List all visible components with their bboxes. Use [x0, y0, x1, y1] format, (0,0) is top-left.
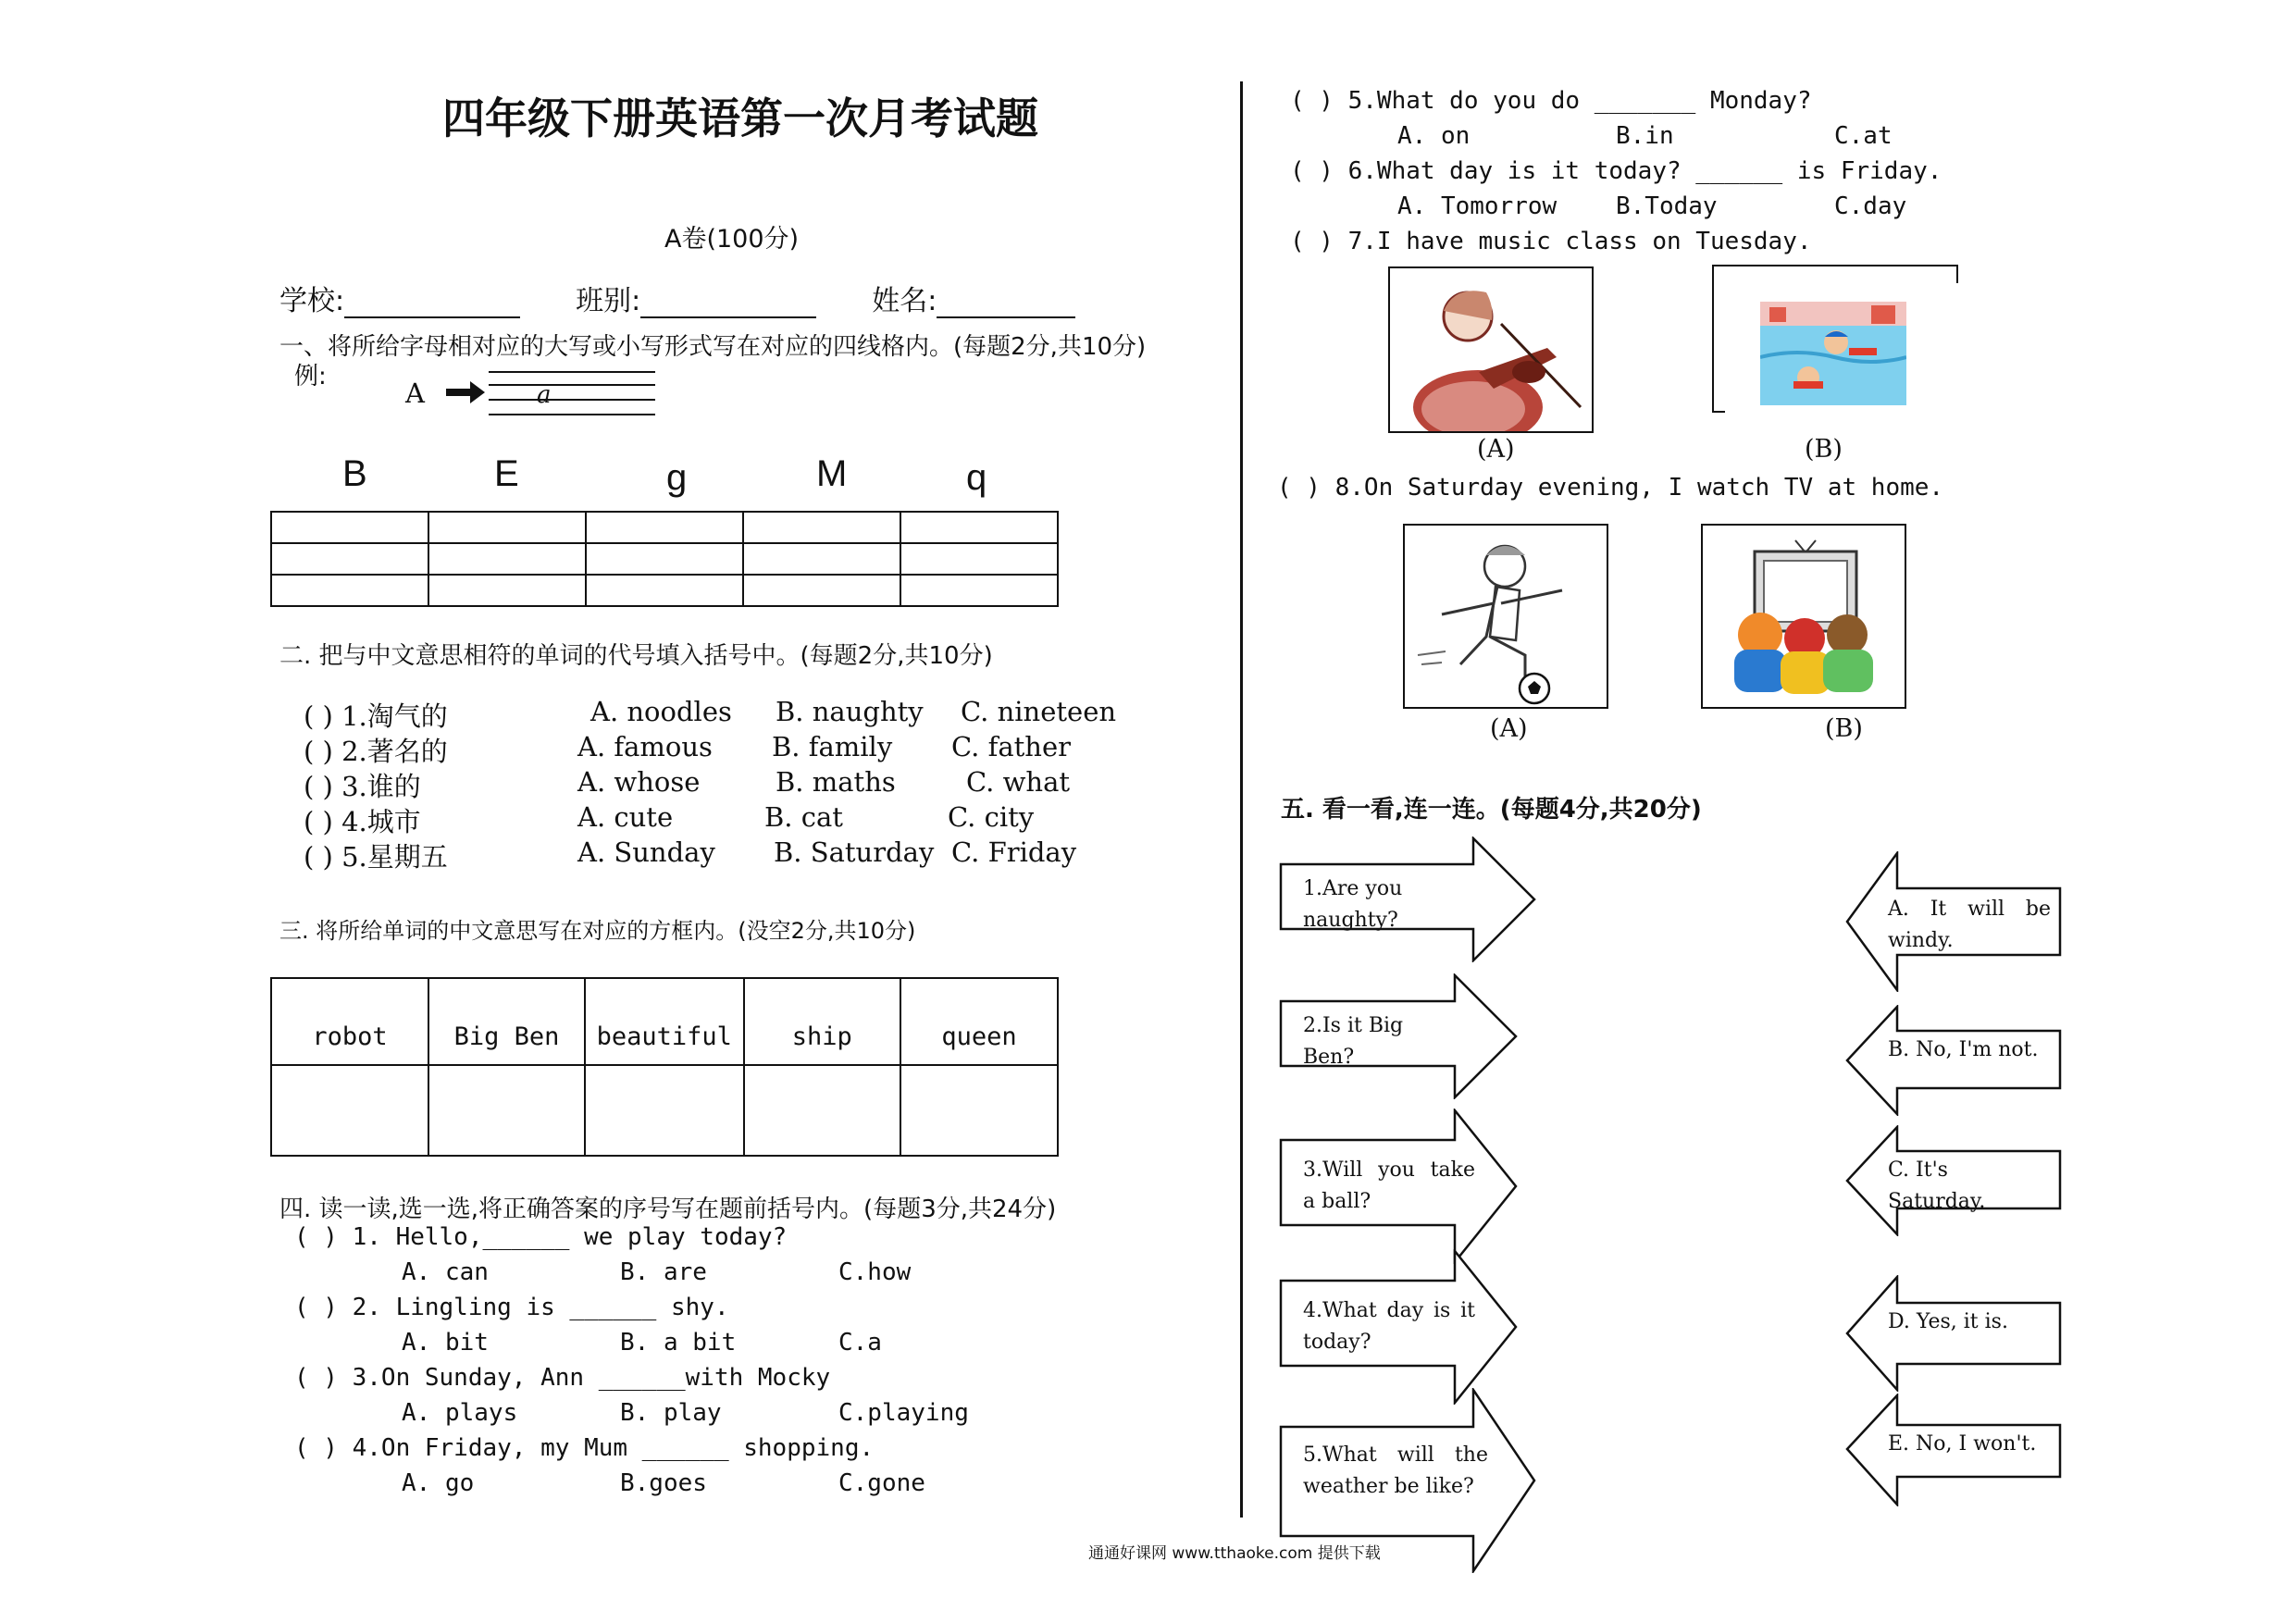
answer-e: E. No, I won't.	[1888, 1432, 2037, 1456]
answer-cell[interactable]	[900, 1065, 1058, 1156]
s4-item-4-question: ( ) 4.On Friday, my Mum ______ shopping.	[294, 1434, 875, 1462]
q8-caption-b: (B)	[1825, 714, 1863, 743]
section5-instruction: 五. 看一看,连一连。(每题4分,共20分)	[1281, 796, 1702, 824]
picture-violinist	[1388, 266, 1594, 433]
s4-item-2-option-b: B. a bit	[620, 1329, 737, 1357]
question-2: 2.Is it Big Ben?	[1303, 1014, 1404, 1069]
section4-instruction: 四. 读一读,选一选,将正确答案的序号写在题前括号内。(每题3分,共24分)	[279, 1196, 1057, 1223]
column-divider	[1240, 81, 1243, 1518]
word-cell-4: ship	[744, 978, 901, 1065]
s2-item-2-question: ( ) 2.著名的	[304, 736, 448, 767]
s2-item-4-option-a: A. cute	[577, 801, 674, 833]
s2-item-2-option-c: C. father	[951, 731, 1071, 762]
s2-item-5-option-c: C. Friday	[951, 836, 1077, 868]
answer-cell[interactable]	[428, 1065, 585, 1156]
letter-2: E	[494, 453, 519, 494]
question-5: 5.What will the weather be like?	[1303, 1443, 1488, 1498]
section1-instruction: 一、将所给字母相对应的大写或小写形式写在对应的四线格内。(每题2分,共10分)	[279, 333, 1147, 361]
s4-item-5-option-c: C.at	[1834, 122, 1893, 150]
grid-cell[interactable]	[271, 575, 428, 606]
page-title: 四年级下册英语第一次月考试题	[442, 93, 1038, 143]
s2-item-4-option-b: B. cat	[764, 801, 843, 833]
section4-items-right	[1290, 87, 1956, 254]
s4-item-5-option-a: A. on	[1397, 122, 1471, 150]
s4-item-3-option-b: B. play	[620, 1399, 722, 1427]
letter-5: q	[966, 457, 987, 498]
q7-caption-a: (A)	[1477, 435, 1515, 464]
school-label: 学校:	[279, 285, 345, 317]
grid-cell[interactable]	[743, 575, 900, 606]
example-letter: A	[405, 378, 425, 409]
letter-1: B	[342, 453, 367, 494]
s4-item-6-option-b: B.Today	[1616, 192, 1718, 220]
s2-item-3-question: ( ) 3.谁的	[304, 771, 421, 802]
s4-item-2-option-a: A. bit	[402, 1329, 489, 1357]
football-player-icon	[1405, 526, 1607, 707]
section4-items-left	[294, 1223, 998, 1501]
s4-item-8-question: ( ) 8.On Saturday evening, I watch TV at home.	[1277, 474, 1944, 502]
answer-d: D. Yes, it is.	[1888, 1310, 2008, 1333]
s2-item-2-option-b: B. family	[772, 731, 893, 762]
kids-watching-tv-icon	[1703, 526, 1905, 707]
answer-cell[interactable]	[585, 1065, 743, 1156]
swimmer-icon	[1760, 302, 1906, 405]
word-cell-5: queen	[900, 978, 1058, 1065]
s2-item-1-option-b: B. naughty	[776, 696, 924, 727]
s2-item-1-option-a: A. noodles	[590, 696, 732, 727]
answer-b: B. No, I'm not.	[1888, 1038, 2039, 1061]
name-label: 姓名:	[872, 285, 937, 317]
picture-watching-tv	[1701, 524, 1906, 709]
s4-item-5-question: ( ) 5.What do you do _______ Monday?	[1290, 87, 1812, 115]
grid-cell[interactable]	[586, 543, 743, 575]
s4-item-3-option-c: C.playing	[838, 1399, 969, 1427]
q7-caption-b: (B)	[1805, 435, 1843, 464]
s4-item-6-option-a: A. Tomorrow	[1397, 192, 1558, 220]
s4-item-1-option-a: A. can	[402, 1258, 489, 1286]
grid-cell[interactable]	[428, 543, 586, 575]
question-3: 3.Will you take a ball?	[1303, 1158, 1475, 1213]
grid-cell[interactable]	[428, 512, 586, 543]
grid-cell[interactable]	[743, 543, 900, 575]
grid-cell[interactable]	[900, 543, 1058, 575]
s2-item-3-option-a: A. whose	[577, 766, 701, 798]
letter-writing-grid	[270, 511, 1059, 607]
grid-cell[interactable]	[271, 512, 428, 543]
s2-item-1-question: ( ) 1.淘气的	[304, 700, 448, 732]
s2-item-3-option-b: B. maths	[776, 766, 896, 798]
q8-caption-a: (A)	[1490, 714, 1528, 743]
letter-3: g	[666, 457, 688, 498]
s2-item-3-option-c: C. what	[966, 766, 1071, 798]
section2-instruction: 二. 把与中文意思相符的单词的代号填入括号中。(每题2分,共10分)	[279, 642, 993, 670]
class-field[interactable]	[640, 291, 816, 318]
s4-item-3-question: ( ) 3.On Sunday, Ann ______with Mocky	[294, 1364, 831, 1392]
s4-item-5-option-b: B.in	[1616, 122, 1674, 150]
s2-item-5-option-b: B. Saturday	[774, 836, 935, 868]
s4-item-1-option-b: B. are	[620, 1258, 707, 1286]
section2-items	[304, 696, 1136, 881]
header-fields	[279, 278, 1075, 318]
grid-cell[interactable]	[428, 575, 586, 606]
grid-cell[interactable]	[271, 543, 428, 575]
grid-cell[interactable]	[586, 512, 743, 543]
s4-item-6-question: ( ) 6.What day is it today? ______ is Friday.	[1290, 157, 1942, 185]
s2-item-2-option-a: A. famous	[577, 731, 713, 762]
picture-swimmer-frame	[1712, 265, 1958, 413]
grid-cell[interactable]	[900, 575, 1058, 606]
class-label: 班别:	[576, 285, 641, 317]
s2-item-4-question: ( ) 4.城市	[304, 806, 421, 837]
violin-player-icon	[1390, 268, 1592, 431]
word-cell-2: Big Ben	[428, 978, 585, 1065]
example-label: 例:	[294, 363, 327, 390]
example-answer: a	[537, 381, 552, 409]
arrow-right-icon	[446, 381, 485, 403]
s4-item-6-option-c: C.day	[1834, 192, 1907, 220]
word-cell-1: robot	[271, 978, 428, 1065]
answer-a: A. It will be windy.	[1888, 898, 2051, 952]
s4-item-3-option-a: A. plays	[402, 1399, 518, 1427]
question-1: 1.Are you naughty?	[1303, 877, 1403, 932]
grid-cell[interactable]	[743, 512, 900, 543]
word-cell-3: beautiful	[585, 978, 743, 1065]
s4-item-2-option-c: C.a	[838, 1329, 882, 1357]
school-field[interactable]	[344, 291, 520, 318]
letter-4: M	[816, 453, 848, 494]
s4-item-4-option-c: C.gone	[838, 1469, 925, 1497]
footer-credit: 通通好课网 www.tthaoke.com 提供下载	[1088, 1544, 1381, 1563]
answer-cell[interactable]	[271, 1065, 428, 1156]
s4-item-1-question: ( ) 1. Hello,______ we play today?	[294, 1223, 788, 1251]
s4-item-4-option-a: A. go	[402, 1469, 475, 1497]
name-field[interactable]	[937, 291, 1075, 318]
picture-football-player	[1403, 524, 1608, 709]
s2-item-5-option-a: A. Sunday	[577, 836, 715, 868]
question-4: 4.What day is it today?	[1303, 1299, 1475, 1354]
s2-item-5-question: ( ) 5.星期五	[304, 841, 448, 873]
s4-item-4-option-b: B.goes	[620, 1469, 707, 1497]
s2-item-4-option-c: C. city	[948, 801, 1035, 833]
paper-subtitle: A卷(100分)	[664, 225, 800, 254]
letters-row	[270, 453, 1059, 505]
s4-item-1-option-c: C.how	[838, 1258, 912, 1286]
s4-item-7-question: ( ) 7.I have music class on Tuesday.	[1290, 228, 1812, 255]
grid-cell[interactable]	[900, 512, 1058, 543]
answer-cell[interactable]	[744, 1065, 901, 1156]
section3-instruction: 三. 将所给单词的中文意思写在对应的方框内。(没空2分,共10分)	[279, 918, 916, 944]
grid-cell[interactable]	[586, 575, 743, 606]
s4-item-2-question: ( ) 2. Lingling is ______ shy.	[294, 1294, 729, 1321]
answer-c: C. It's Saturday.	[1888, 1158, 1986, 1213]
s2-item-1-option-c: C. nineteen	[961, 696, 1117, 727]
word-meaning-table	[270, 977, 1059, 1157]
